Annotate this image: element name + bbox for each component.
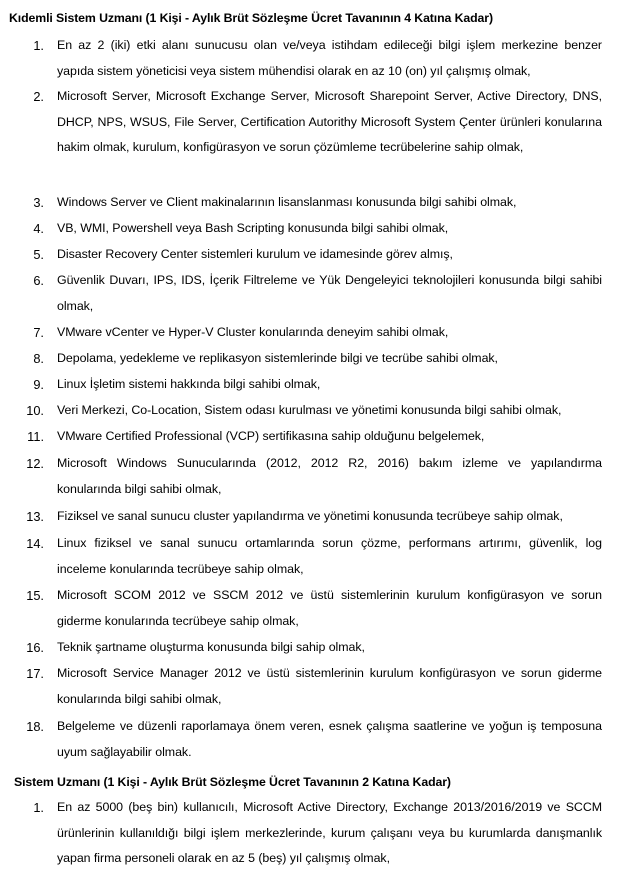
item-text: VMware Certified Professional (VCP) sertifikasına sahip olduğunu belgelemek,	[57, 429, 485, 443]
item-text: En az 2 (iki) etki alanı sunucusu olan ve/veya istihdam edileceği bilgi işlem merkezine benzer yapıda sistem yöneticisi veya sistem mühendisi olarak en az 10 (on) yıl çalışmış olmak,	[57, 38, 602, 78]
item-text: Veri Merkezi, Co-Location, Sistem odası kurulması ve yönetimi konusunda bilgi sahibi olmak,	[57, 403, 562, 417]
item-number: 2.	[33, 89, 44, 104]
item-number: 6.	[33, 273, 44, 288]
item-number: 3.	[33, 195, 44, 210]
item-number: 15.	[26, 588, 44, 603]
item-number: 1.	[33, 38, 44, 53]
item-text: Microsoft Server, Microsoft Exchange Server, Microsoft Sharepoint Server, Active Directory, DNS, DHCP, NPS, WSUS, File Server, Certification Autorithy Microsoft System Çenter ürünleri konularına hakim olmak, kurulum, konfigürasyon ve sorun çözümleme tecrübelerine sahip olmak,	[57, 89, 602, 155]
item-text: En az 5000 (beş bin) kullanıcılı, Microsoft Active Directory, Exchange 2013/2016/2019 ve SCCM ürünlerinin kullanıldığı bilgi işlem merkezlerinde, kurum çalışanı veya bu kurumlarda danışmanlık yapan firma personeli olarak en az 5 (beş) yıl çalışmış olmak,	[57, 800, 602, 866]
item-number: 10.	[26, 403, 44, 418]
item-text: Disaster Recovery Center sistemleri kurulum ve idamesinde görev almış,	[57, 247, 453, 261]
item-number: 5.	[33, 247, 44, 262]
item-number: 7.	[33, 325, 44, 340]
item-text: Linux fiziksel ve sanal sunucu ortamlarında sorun çözme, performans artırımı, güvenlik, log inceleme konularında tecrübeye sahip olmak,	[57, 536, 602, 576]
item-text: Teknik şartname oluşturma konusunda bilgi sahip olmak,	[57, 640, 365, 654]
item-text: Microsoft Service Manager 2012 ve üstü sistemlerinin kurulum konfigürasyon ve sorun giderme konularında bilgi sahibi olmak,	[57, 666, 602, 706]
item-number: 16.	[26, 640, 44, 655]
item-number: 14.	[26, 536, 44, 551]
item-number: 9.	[33, 377, 44, 392]
section-title: Kıdemli Sistem Uzmanı (1 Kişi - Aylık Brüt Sözleşme Ücret Tavanının 4 Katına Kadar)	[9, 11, 493, 25]
item-number: 11.	[27, 429, 44, 444]
item-number: 13.	[26, 509, 44, 524]
item-number: 18.	[26, 719, 44, 734]
item-text: Microsoft SCOM 2012 ve SSCM 2012 ve üstü sistemlerinin kurulum konfigürasyon ve sorun giderme konularında tecrübeye sahip olmak,	[57, 588, 602, 628]
item-number: 4.	[33, 221, 44, 236]
item-text: Belgeleme ve düzenli raporlamaya önem veren, esnek çalışma saatlerine ve yoğun iş temposuna uyum sağlayabilir olmak.	[57, 719, 602, 759]
item-text: VMware vCenter ve Hyper-V Cluster konularında deneyim sahibi olmak,	[57, 325, 449, 339]
item-number: 12.	[26, 456, 44, 471]
item-text: Fiziksel ve sanal sunucu cluster yapılandırma ve yönetimi konusunda tecrübeye sahip olmak,	[57, 509, 563, 523]
section-title: Sistem Uzmanı (1 Kişi - Aylık Brüt Sözleşme Ücret Tavanının 2 Katına Kadar)	[14, 775, 451, 789]
item-number: 1.	[33, 800, 44, 815]
item-text: Güvenlik Duvarı, IPS, IDS, İçerik Filtreleme ve Yük Dengeleyici teknolojileri konusunda bilgi sahibi olmak,	[57, 273, 602, 313]
item-number: 17.	[26, 666, 44, 681]
item-text: Microsoft Windows Sunucularında (2012, 2012 R2, 2016) bakım izleme ve yapılandırma konularında bilgi sahibi olmak,	[57, 456, 602, 496]
item-text: Windows Server ve Client makinalarının lisanslanması konusunda bilgi sahibi olmak,	[57, 195, 517, 209]
item-text: Depolama, yedekleme ve replikasyon sistemlerinde bilgi ve tecrübe sahibi olmak,	[57, 351, 498, 365]
item-text: Linux İşletim sistemi hakkında bilgi sahibi olmak,	[57, 377, 321, 391]
item-number: 8.	[33, 351, 44, 366]
item-text: VB, WMI, Powershell veya Bash Scripting konusunda bilgi sahibi olmak,	[57, 221, 449, 235]
